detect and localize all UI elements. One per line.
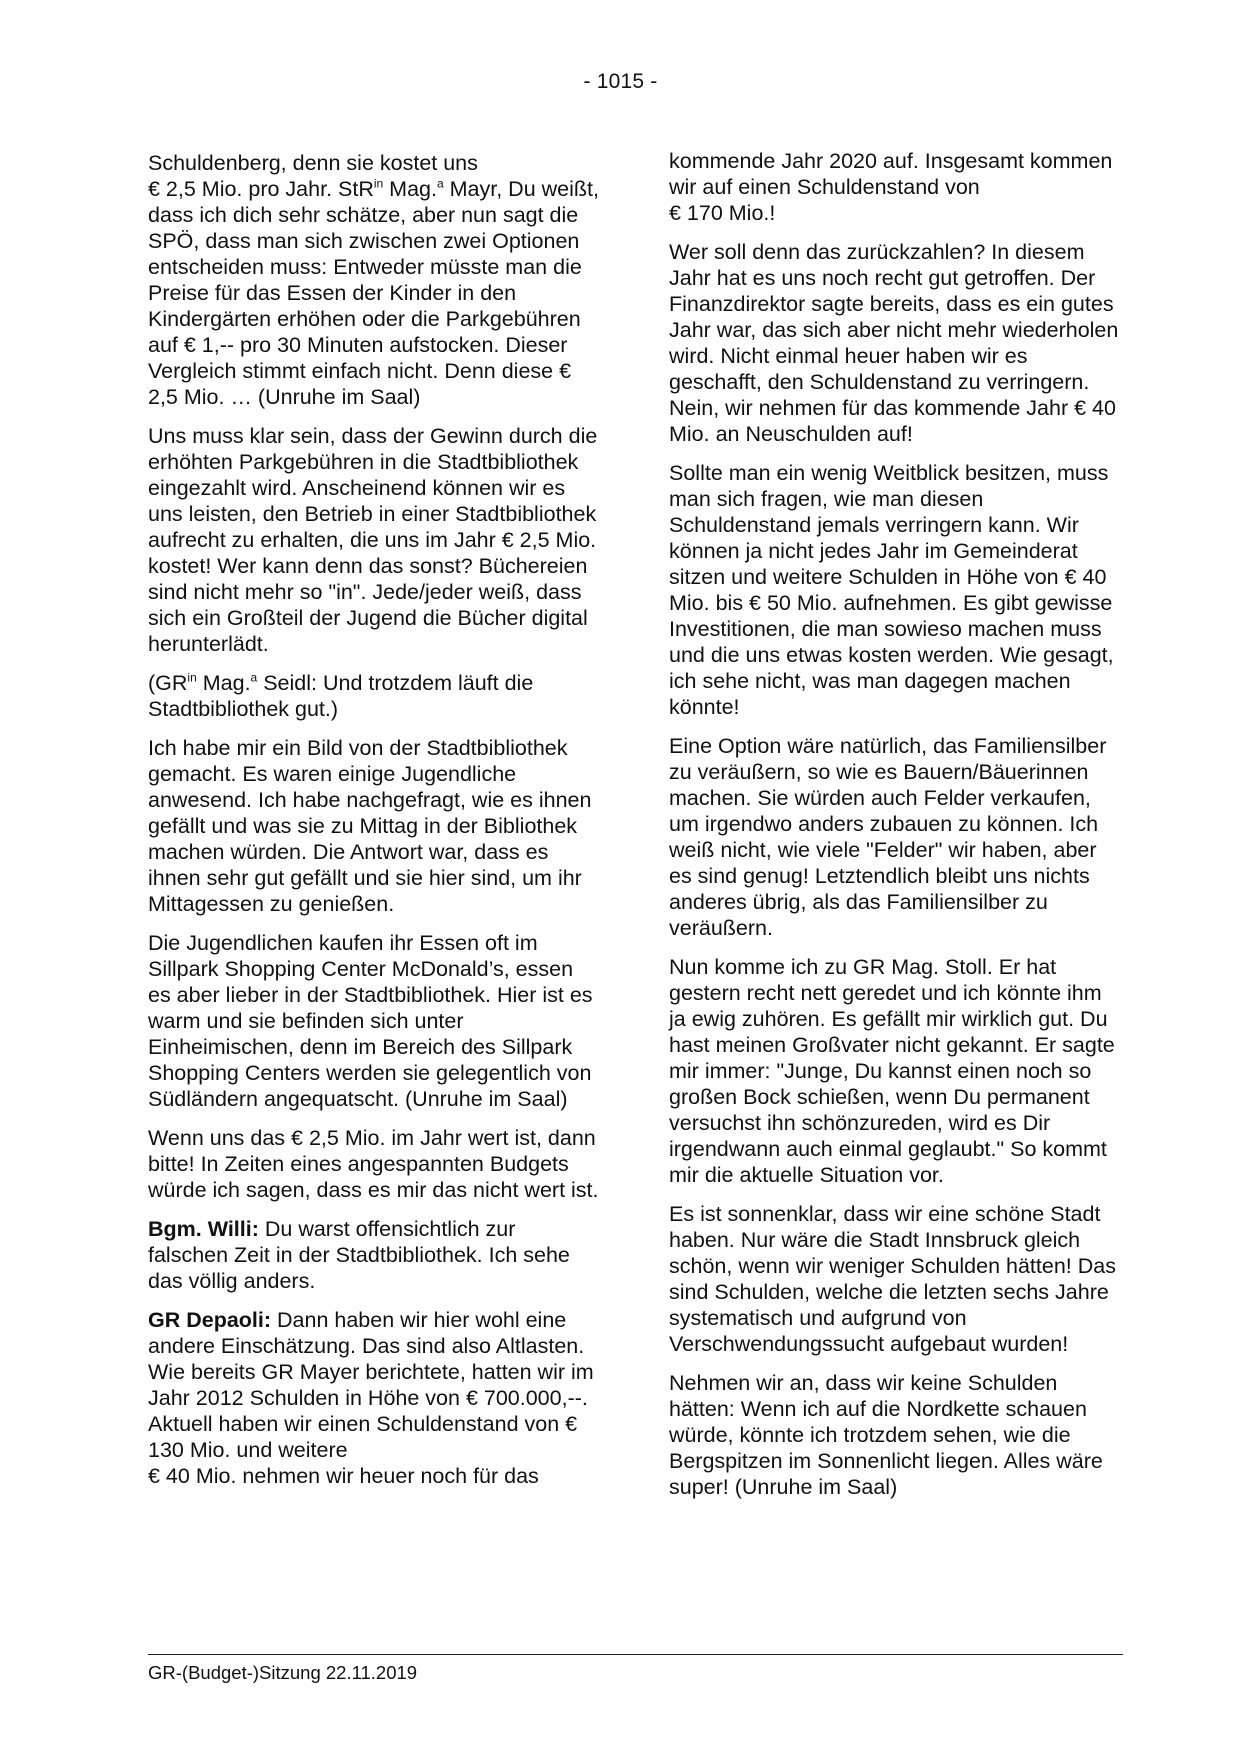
speaker-name: GR Depaoli: xyxy=(148,1308,272,1332)
paragraph xyxy=(669,148,1121,226)
speaker-name: Bgm. Willi: xyxy=(148,1217,259,1241)
paragraph: Ich habe mir ein Bild von der Stadtbibliothek gemacht. Es waren einige Jugendliche anwesend. Ich habe nachgefragt, wie es ihnen gefällt und was sie zu Mittag in der Bibliothek machen würden. Die Antwort war, dass es ihnen sehr gut gefällt und sie hier sind, um ihr Mittagessen zu genießen. xyxy=(148,736,592,916)
text: Schuldenberg, denn sie kostet uns xyxy=(148,151,478,175)
left-column xyxy=(148,150,600,1502)
right-column xyxy=(669,148,1121,1513)
superscript: in xyxy=(373,176,384,191)
paragraph: Es ist sonnenklar, dass wir eine schöne Stadt haben. Nur wäre die Stadt Innsbruck gleich schön, wenn wir weniger Schulden hätten! Das sind Schulden, welche die letzten sechs Jahre systematisch und aufgrund von Verschwendungssucht aufgebaut wurden! xyxy=(669,1202,1116,1356)
text: € 2,5 Mio. pro Jahr. StR xyxy=(148,177,374,201)
paragraph: Die Jugendlichen kaufen ihr Essen oft im Sillpark Shopping Center McDonald’s, essen es aber lieber in der Stadtbibliothek. Hier ist es warm und sie befinden sich unter Einheimischen, denn im Bereich des Sillpark Shopping Centers werden sie gelegentlich von Südländern angequatscht. (Unruhe im Saal) xyxy=(148,931,593,1111)
superscript: a xyxy=(250,670,258,685)
page-number: - 1015 - xyxy=(583,70,658,93)
superscript: a xyxy=(436,176,444,191)
text: Mayr, Du weißt, dass ich dich sehr schätze, aber nun sagt die SPÖ, dass man sich zwischen zwei Optionen entscheiden muss: Entweder müsste man die Preise für das Essen der Kinder in den Kindergärten erhöhen oder die Parkgebühren auf € 1,-- pro 30 Minuten aufstocken. Dieser Vergleich stimmt einfach nicht. Denn diese € 2,5 Mio. … (Unruhe im Saal) xyxy=(148,177,599,409)
text: Du warst offensichtlich zur falschen Zeit in der Stadtbibliothek. Ich sehe das völlig anders. xyxy=(148,1217,570,1293)
footer: GR-(Budget-)Sitzung 22.11.2019 xyxy=(148,1662,418,1683)
paragraph: Sollte man ein wenig Weitblick besitzen, muss man sich fragen, wie man diesen Schuldenstand jemals verringern kann. Wir können ja nicht jedes Jahr im Gemeinderat sitzen und weitere Schulden in Höhe von € 40 Mio. bis € 50 Mio. aufnehmen. Es gibt gewisse Investitionen, die man sowieso machen muss und die uns etwas kosten werden. Wie gesagt, ich sehe nicht, was man dagegen machen könnte! xyxy=(669,461,1114,719)
speech-paragraph xyxy=(148,1216,600,1294)
text: € 170 Mio.! xyxy=(669,201,776,225)
paragraph: Wenn uns das € 2,5 Mio. im Jahr wert ist, dann bitte! In Zeiten eines angespannten Budgets würde ich sagen, dass es mir das nicht wert ist. xyxy=(148,1126,599,1202)
superscript: in xyxy=(187,670,197,685)
paragraph: Uns muss klar sein, dass der Gewinn durch die erhöhten Parkgebühren in die Stadtbibliothek eingezahlt wird. Anscheinend können wir es uns leisten, den Betrieb in einer Stadtbibliothek aufrecht zu erhalten, die uns im Jahr € 2,5 Mio. kostet! Wer kann denn das sonst? Büchereien sind nicht mehr so "in". Jede/jeder weiß, dass sich ein Großteil der Jugend die Bücher digital herunterlädt. xyxy=(148,424,598,656)
paragraph: Nun komme ich zu GR Mag. Stoll. Er hat gestern recht nett geredet und ich könnte ihm ja ewig zuhören. Es gefällt mir wirklich gut. Du hast meinen Großvater nicht gekannt. Er sagte mir immer: "Junge, Du kannst einen noch so großen Bock schießen, wenn Du permanent versuchst ihn schönzureden, wird es Dir irgendwann auch einmal geglaubt." So kommt mir die aktuelle Situation vor. xyxy=(669,955,1115,1187)
text: Mag. xyxy=(383,177,437,201)
text: € 40 Mio. nehmen wir heuer noch für das xyxy=(148,1464,539,1488)
paragraph: Eine Option wäre natürlich, das Familiensilber zu veräußern, so wie es Bauern/Bäuerinnen machen. Sie würden auch Felder verkaufen, um irgendwo anders zubauen zu können. Ich weiß nicht, wie viele "Felder" wir haben, aber es sind genug! Letztendlich bleibt uns nichts anderes übrig, als das Familiensilber zu veräußern. xyxy=(669,734,1107,940)
footer-divider xyxy=(148,1654,1123,1655)
text: kommende Jahr 2020 auf. Insgesamt kommen wir auf einen Schuldenstand von xyxy=(669,149,1113,199)
paragraph xyxy=(148,150,600,410)
text: Dann haben wir hier wohl eine andere Einschätzung. Das sind also Altlasten. Wie bereits GR Mayer berichtete, hatten wir im Jahr 2012 Schulden in Höhe von € 700.000,--. Aktuell haben wir einen Schuldenstand von € 130 Mio. und weitere xyxy=(148,1308,594,1462)
paragraph: Nehmen wir an, dass wir keine Schulden hätten: Wenn ich auf die Nordkette schauen würde, könnte ich trotzdem sehen, wie die Bergspitzen im Sonnenlicht liegen. Alles wäre super! (Unruhe im Saal) xyxy=(669,1371,1103,1499)
text: (GR xyxy=(148,671,188,695)
speech-paragraph xyxy=(148,1307,600,1489)
paragraph: Wer soll denn das zurückzahlen? In diesem Jahr hat es uns noch recht gut getroffen. Der Finanzdirektor sagte bereits, dass es ein gutes Jahr war, das sich aber nicht mehr wiederholen wird. Nicht einmal heuer haben wir es geschafft, den Schuldenstand zu verringern. Nein, wir nehmen für das kommende Jahr € 40 Mio. an Neuschulden auf! xyxy=(669,240,1119,446)
text: Seidl: Und trotzdem läuft die Stadtbibliothek gut.) xyxy=(148,671,534,721)
text: Mag. xyxy=(196,671,251,695)
interjection xyxy=(148,670,600,722)
